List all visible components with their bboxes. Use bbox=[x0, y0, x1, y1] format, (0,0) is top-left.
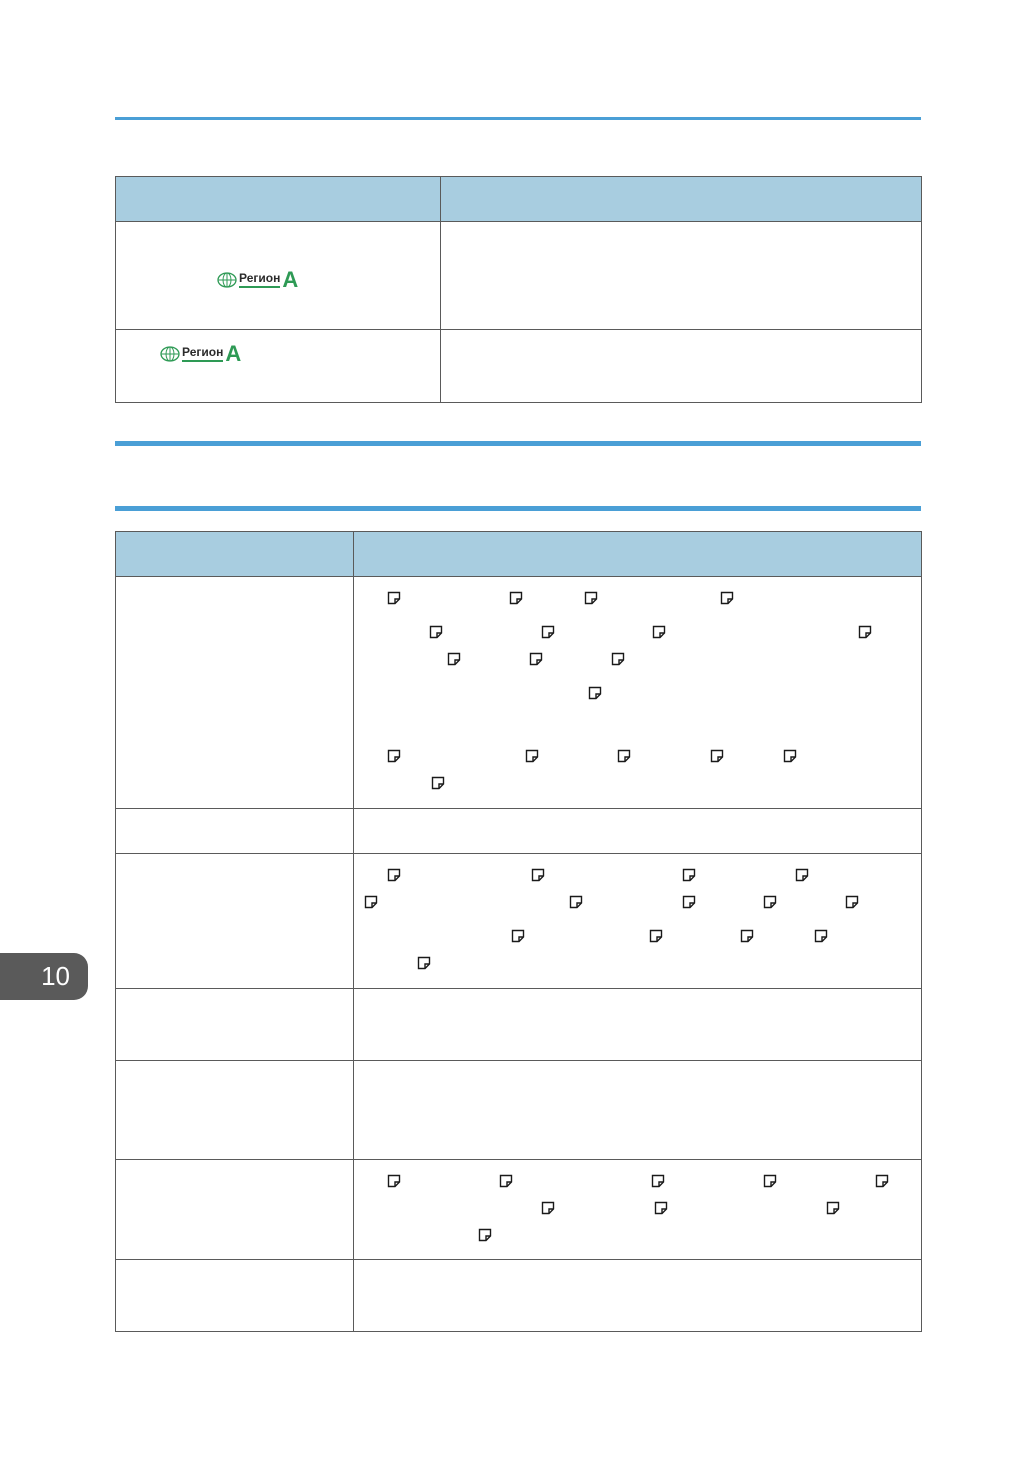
paper-feed-icon bbox=[525, 749, 539, 763]
section-rule bbox=[115, 441, 921, 446]
paper-feed-icon bbox=[541, 1201, 555, 1215]
table-cell bbox=[354, 854, 922, 989]
paper-feed-icon bbox=[478, 1228, 492, 1242]
table-header-row bbox=[116, 532, 922, 577]
region-letter: A bbox=[282, 267, 299, 292]
region-a-badge bbox=[217, 267, 299, 292]
paper-feed-icon bbox=[387, 1174, 401, 1188]
paper-feed-icon bbox=[617, 749, 631, 763]
table-cell bbox=[441, 222, 922, 330]
paper-feed-icon bbox=[529, 652, 543, 666]
paper-feed-icon bbox=[740, 929, 754, 943]
region-label: Регион bbox=[239, 272, 280, 288]
paper-feed-icon bbox=[431, 776, 445, 790]
table-cell bbox=[354, 989, 922, 1061]
paper-feed-icon bbox=[654, 1201, 668, 1215]
paper-feed-icon bbox=[826, 1201, 840, 1215]
section-rule bbox=[115, 506, 921, 511]
table-cell bbox=[116, 809, 354, 854]
table-row bbox=[116, 1061, 922, 1160]
table-row bbox=[116, 1260, 922, 1332]
table-cell bbox=[354, 1061, 922, 1160]
paper-feed-icon bbox=[682, 895, 696, 909]
region-label: Регион bbox=[182, 346, 223, 362]
table-cell bbox=[354, 577, 922, 809]
paper-feed-icon bbox=[584, 591, 598, 605]
table-cell bbox=[116, 330, 441, 403]
table-cell bbox=[116, 222, 441, 330]
paper-feed-icon bbox=[387, 749, 401, 763]
paper-feed-icon bbox=[783, 749, 797, 763]
table-cell bbox=[116, 854, 354, 989]
paper-feed-icon bbox=[499, 1174, 513, 1188]
paper-feed-icon bbox=[417, 956, 431, 970]
table-cell bbox=[116, 1160, 354, 1260]
table-cell bbox=[116, 1061, 354, 1160]
table-header-cell bbox=[116, 177, 441, 222]
globe-icon bbox=[217, 272, 237, 288]
paper-feed-icon bbox=[875, 1174, 889, 1188]
table-cell bbox=[116, 577, 354, 809]
paper-feed-icon bbox=[447, 652, 461, 666]
paper-feed-icon bbox=[710, 749, 724, 763]
table-cell bbox=[116, 989, 354, 1061]
table-row bbox=[116, 809, 922, 854]
paper-feed-icon bbox=[858, 625, 872, 639]
paper-feed-icon bbox=[531, 868, 545, 882]
paper-feed-icon bbox=[763, 895, 777, 909]
table-cell bbox=[441, 330, 922, 403]
paper-feed-icon bbox=[845, 895, 859, 909]
header-rule bbox=[115, 117, 921, 120]
paper-feed-icon bbox=[682, 868, 696, 882]
paper-feed-icon bbox=[763, 1174, 777, 1188]
paper-feed-icon bbox=[814, 929, 828, 943]
table-row bbox=[116, 330, 922, 403]
table-row bbox=[116, 1160, 922, 1260]
table-row bbox=[116, 989, 922, 1061]
table-cell bbox=[354, 1260, 922, 1332]
chapter-tab: 10 bbox=[0, 953, 88, 1000]
table-cell bbox=[354, 809, 922, 854]
paper-feed-icon bbox=[649, 929, 663, 943]
paper-feed-icon bbox=[509, 591, 523, 605]
paper-feed-icon bbox=[720, 591, 734, 605]
paper-feed-icon bbox=[569, 895, 583, 909]
paper-feed-icon bbox=[511, 929, 525, 943]
paper-size-table bbox=[115, 531, 922, 1332]
table-row bbox=[116, 854, 922, 989]
table-row bbox=[116, 222, 922, 330]
region-table bbox=[115, 176, 922, 403]
paper-feed-icon bbox=[387, 868, 401, 882]
region-letter: A bbox=[225, 341, 242, 366]
paper-feed-icon bbox=[651, 1174, 665, 1188]
paper-feed-icon bbox=[611, 652, 625, 666]
paper-feed-icon bbox=[387, 591, 401, 605]
region-a-badge bbox=[160, 341, 242, 366]
table-row bbox=[116, 577, 922, 809]
table-header-cell bbox=[441, 177, 922, 222]
table-cell bbox=[354, 1160, 922, 1260]
table-header-cell bbox=[354, 532, 922, 577]
globe-icon bbox=[160, 346, 180, 362]
paper-feed-icon bbox=[652, 625, 666, 639]
paper-feed-icon bbox=[429, 625, 443, 639]
table-cell bbox=[116, 1260, 354, 1332]
paper-feed-icon bbox=[795, 868, 809, 882]
paper-feed-icon bbox=[541, 625, 555, 639]
paper-feed-icon bbox=[588, 686, 602, 700]
paper-feed-icon bbox=[364, 895, 378, 909]
table-header-row bbox=[116, 177, 922, 222]
table-header-cell bbox=[116, 532, 354, 577]
